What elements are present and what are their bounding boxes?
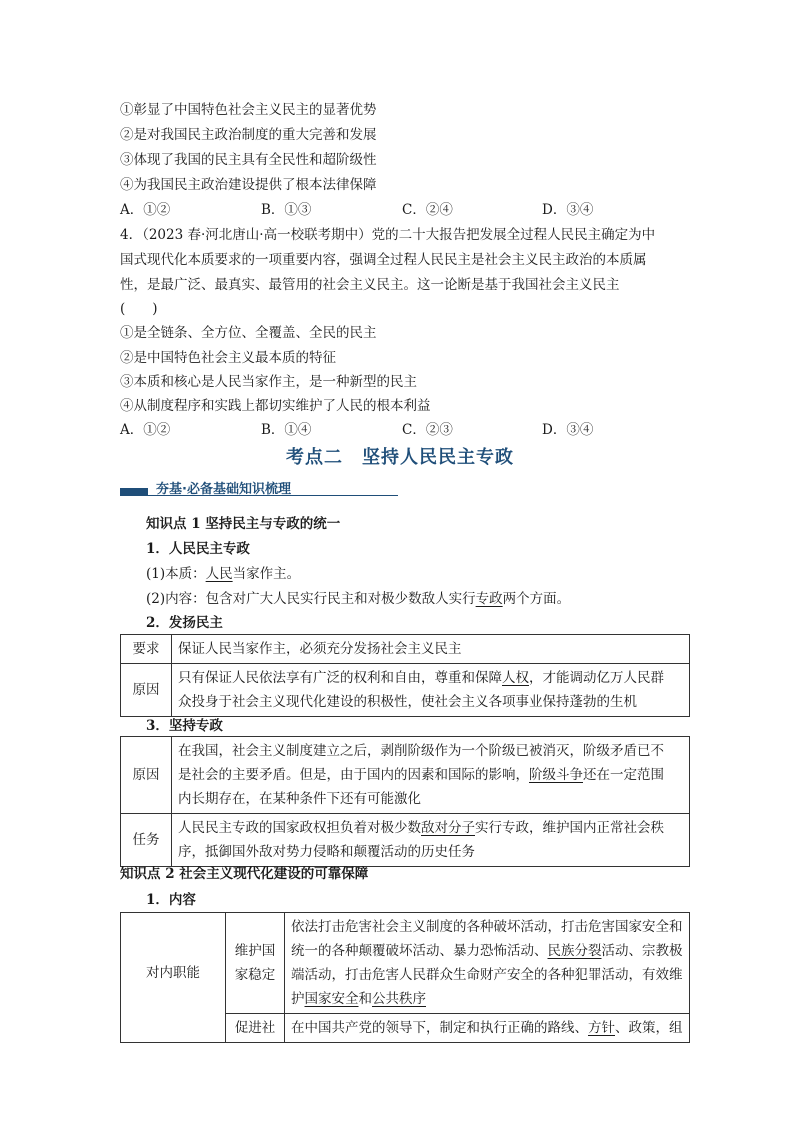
q3-item-3: ③体现了我国的民主具有全民性和超阶级性	[120, 152, 377, 168]
functions-table	[120, 912, 690, 1043]
democracy-reason-cell	[172, 664, 690, 717]
blank: 民族分裂	[547, 943, 602, 959]
q4-answer-blank: ( )	[120, 301, 158, 317]
section-title: 考点二 坚持人民民主专政	[286, 447, 514, 468]
table-row	[121, 635, 690, 664]
q3-option-d[interactable]: D．③④	[542, 202, 594, 218]
democracy-table	[120, 634, 690, 717]
text: 人民民主专政的国家政权担负着对极少数	[178, 820, 421, 836]
kp1-essence	[146, 562, 300, 582]
cell-line-1: 依法打击危害社会主义制度的各种破坏活动，打击危害国家安全和	[291, 919, 683, 935]
text: 护	[291, 991, 305, 1007]
dictatorship-reason-line-3: 内长期存在，在某种条件下还有可能激化	[178, 791, 421, 807]
q4-item-2: ②是中国特色社会主义最本质的特征	[120, 350, 336, 366]
text: 和	[358, 991, 372, 1007]
democracy-req-header: 要求	[121, 635, 172, 664]
q4-item-3: ③本质和核心是人民当家作主，是一种新型的民主	[120, 374, 417, 390]
kp1-content	[146, 587, 570, 607]
internal-function-header: 对内职能	[121, 913, 226, 1043]
dictatorship-task-line-1	[178, 816, 683, 840]
q3-item-4: ④为我国民主政治建设提供了根本法律保障	[120, 177, 377, 193]
section-banner	[120, 478, 400, 500]
democracy-req-cell: 保证人民当家作主，必须充分发扬社会主义民主	[172, 635, 690, 664]
cell-line-3: 端活动，打击危害人民群众生命财产安全的各种犯罪活动，有效维	[291, 967, 683, 983]
text: 统一的各种颠覆破坏活动、暴力恐怖活动、	[291, 943, 548, 959]
democracy-reason-line-2: 众投身于社会主义现代化建设的积极性，使社会主义各项事业保持蓬勃的生机	[178, 694, 637, 710]
text: 是社会的主要矛盾。但是，由于国内的因素和国际的影响，	[178, 767, 529, 783]
essence-label: (1)本质：	[146, 566, 206, 582]
promote-cell	[285, 1014, 690, 1043]
cell-line-1	[291, 1016, 683, 1040]
text: 活动、宗教极	[601, 943, 683, 959]
blank: 阶级斗争	[529, 767, 583, 783]
content-blank: 专政	[475, 591, 503, 607]
q3-option-b[interactable]: B．①③	[261, 202, 312, 218]
dictatorship-task-line-2: 序，抵御国外敌对势力侵略和颠覆活动的历史任务	[178, 844, 475, 860]
blank: 人权	[502, 670, 529, 686]
header-line: 维护国	[234, 943, 276, 959]
text: 还在一定范围	[583, 767, 664, 783]
q4-item-4: ④从制度程序和实践上都切实维护了人民的根本利益	[120, 398, 431, 414]
q4-option-c[interactable]: C．②③	[402, 422, 453, 438]
banner-bar	[120, 488, 148, 496]
q3-item-1: ①彰显了中国特色社会主义民主的显著优势	[120, 102, 377, 118]
kp1-sub3: 3．坚持专政	[146, 718, 223, 734]
table-row	[121, 664, 690, 717]
q4-stem-3: 性，是最广泛、最真实、最管用的社会主义民主。这一论断是基于我国社会主义民主	[120, 277, 620, 293]
blank: 公共秩序	[372, 991, 426, 1007]
q4-item-1: ①是全链条、全方位、全覆盖、全民的民主	[120, 325, 377, 341]
dictatorship-task-cell	[172, 814, 690, 867]
kp2-title: 知识点 2 社会主义现代化建设的可靠保障	[120, 866, 369, 882]
kp1-sub2: 2．发扬民主	[146, 615, 223, 631]
q4-option-b[interactable]: B．①④	[261, 422, 312, 438]
essence-blank: 人民	[205, 566, 233, 582]
blank: 敌对分子	[421, 820, 475, 836]
maintain-stability-cell	[285, 913, 690, 1014]
text: 实行专政，维护国内正常社会秩	[475, 820, 664, 836]
democracy-reason-line-1	[178, 666, 683, 690]
q3-option-c[interactable]: C．②④	[402, 202, 453, 218]
blank: 国家安全	[304, 991, 359, 1007]
text: 、政策，组	[615, 1020, 683, 1036]
cell-line-2	[291, 939, 683, 963]
dictatorship-reason-line-2	[178, 763, 683, 787]
dictatorship-table	[120, 736, 690, 867]
cell-line-4	[291, 987, 683, 1011]
content-label: (2)内容：包含对广大人民实行民主和对极少数敌人实行	[146, 591, 476, 607]
table-row	[121, 737, 690, 814]
dictatorship-task-header: 任务	[121, 814, 172, 867]
promote-header: 促进社	[226, 1014, 285, 1043]
dictatorship-reason-line-1: 在我国，社会主义制度建立之后，剥削阶级作为一个阶级已被消灭，阶级矛盾已不	[178, 743, 664, 759]
table-row	[121, 814, 690, 867]
text: ，才能调动亿万人民群	[529, 670, 664, 686]
dictatorship-reason-header: 原因	[121, 737, 172, 814]
table-row	[121, 913, 690, 1014]
kp1-title: 知识点 1 坚持民主与专政的统一	[146, 516, 341, 532]
q3-option-a[interactable]: A．①②	[120, 202, 171, 218]
maintain-stability-header	[226, 913, 285, 1014]
essence-rest: 当家作主。	[232, 566, 301, 582]
dictatorship-reason-cell	[172, 737, 690, 814]
text: 在中国共产党的领导下，制定和执行正确的路线、	[291, 1020, 588, 1036]
q4-stem-2: 国式现代化本质要求的一项重要内容，强调全过程人民民主是社会主义民主政治的本质属	[120, 252, 647, 268]
q4-stem-1: 4．（2023 春·河北唐山·高一校联考期中）党的二十大报告把发展全过程人民民主确定为中	[120, 227, 656, 243]
democracy-reason-header: 原因	[121, 664, 172, 717]
kp1-sub1: 1．人民民主专政	[146, 541, 250, 557]
content-rest: 两个方面。	[502, 591, 571, 607]
blank: 方针	[588, 1020, 615, 1036]
q3-item-2: ②是对我国民主政治制度的重大完善和发展	[120, 127, 377, 143]
text: 只有保证人民依法享有广泛的权利和自由，尊重和保障	[178, 670, 502, 686]
kp2-sub1: 1．内容	[146, 892, 196, 908]
header-line: 家稳定	[234, 967, 276, 983]
banner-text: 夯基·必备基础知识梳理	[156, 482, 291, 497]
q4-option-d[interactable]: D．③④	[542, 422, 594, 438]
q4-option-a[interactable]: A．①②	[120, 422, 171, 438]
